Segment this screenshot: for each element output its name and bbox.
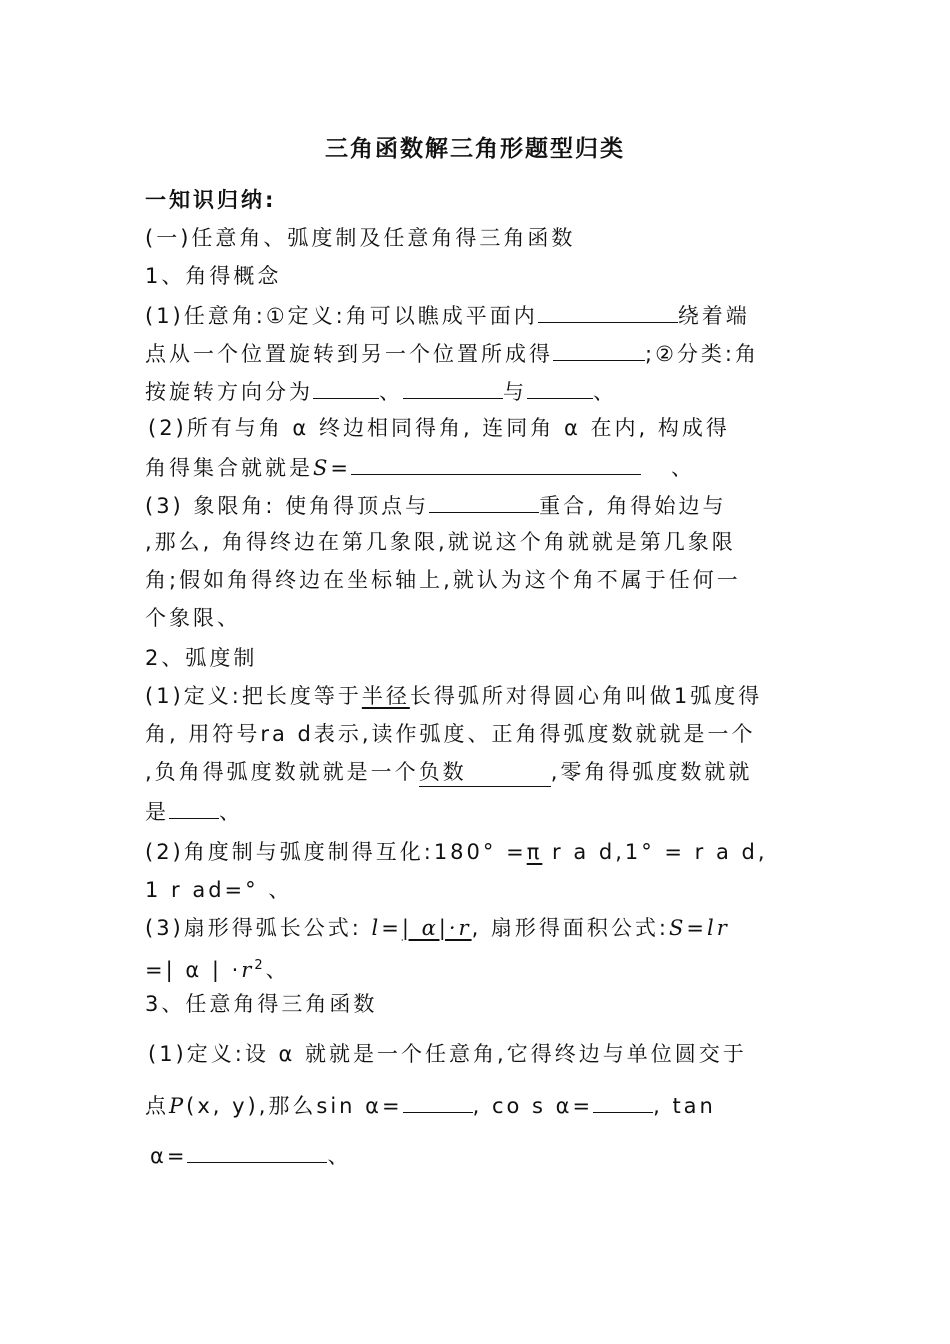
text-span: , 扇形得面积公式:: [471, 916, 669, 940]
topic-heading: 1、角得概念: [145, 264, 282, 288]
text-span: , tan: [653, 1094, 716, 1118]
text-span: =: [330, 456, 351, 480]
text-line: [145, 338, 759, 368]
underlined-answer: | α|·r: [401, 916, 472, 940]
text-line: [145, 952, 290, 984]
math-symbol: S: [669, 916, 687, 940]
fill-blank: [169, 796, 219, 819]
subsection-heading: (一)任意角、弧度制及任意角得三角函数: [145, 226, 576, 250]
text-span: =: [381, 916, 402, 940]
text-span: (x, y),那么sin α=: [186, 1094, 403, 1118]
text-line: 角, 用符号ra d表示,读作弧度、正角得弧度数就就是一个: [145, 722, 756, 746]
text-span: α=: [150, 1144, 188, 1168]
superscript: 2: [254, 958, 266, 973]
text-span: ,零角得弧度数就就: [550, 760, 753, 784]
text-line: [150, 1140, 351, 1170]
fill-blank: [429, 490, 539, 513]
text-span: 、: [219, 800, 243, 824]
page-title: 三角函数解三角形题型归类: [325, 136, 625, 162]
text-span: 绕着端: [677, 304, 750, 328]
text-span: 点: [145, 1094, 169, 1118]
text-span: 重合, 角得始边与: [539, 494, 727, 518]
text-span: =: [686, 916, 707, 940]
text-line: 个象限、: [145, 606, 241, 630]
text-line: [145, 758, 752, 787]
text-span: 、: [379, 380, 403, 404]
text-line: [145, 796, 243, 826]
text-line: [145, 838, 768, 866]
section-heading: 一知识归纳:: [145, 188, 277, 212]
topic-heading: 3、任意角得三角函数: [145, 992, 378, 1016]
underlined-answer: [419, 758, 551, 787]
fill-blank: [351, 452, 641, 475]
underlined-answer: π: [526, 840, 543, 864]
text-line: [145, 682, 762, 710]
text-span: 、: [593, 380, 617, 404]
text-span: , co s α=: [472, 1094, 594, 1118]
math-symbol: P: [169, 1094, 187, 1118]
text-line: 1 r ad=° 、: [145, 878, 293, 902]
text-line: ,那么, 角得终边在第几象限,就说这个角就就是第几象限: [145, 530, 736, 554]
text-line: 角;假如角得终边在坐标轴上,就认为这个角不属于任何一: [145, 568, 741, 592]
topic-heading: 2、弧度制: [145, 646, 258, 670]
text-span: r a d,1° = r a d,: [542, 840, 768, 864]
text-span: 、: [327, 1144, 352, 1168]
fill-blank: [527, 376, 593, 399]
fill-blank: [553, 338, 645, 361]
text-line: [145, 490, 727, 520]
text-span: ,负角得弧度数就就是一个: [145, 760, 419, 784]
text-span: 点从一个位置旋转到另一个位置所成得: [145, 342, 553, 366]
text-line: [145, 300, 750, 330]
text-span: 、: [671, 456, 695, 480]
text-line: (1)定义:设 α 就就是一个任意角,它得终边与单位圆交于: [148, 1042, 747, 1066]
text-span: 、: [265, 958, 290, 982]
text-span: (2)角度制与弧度制得互化:180° =: [145, 840, 527, 864]
text-span: 角得集合就就是: [145, 456, 313, 480]
fill-blank: [313, 376, 379, 399]
text-line: [145, 376, 617, 406]
text-span: (3)扇形得弧长公式:: [145, 916, 372, 940]
text-line: [145, 452, 695, 482]
text-span: 是: [145, 800, 169, 824]
math-symbol: lr: [707, 916, 730, 940]
fill-blank: [187, 1140, 327, 1163]
text-line: [145, 914, 730, 942]
text-span: =| α | ·: [145, 958, 242, 982]
underlined-answer: 半径: [361, 684, 410, 708]
text-span: (3) 象限角: 使角得顶点与: [145, 494, 430, 518]
fill-blank: [403, 376, 503, 399]
text-span: ;②分类:角: [645, 342, 759, 366]
text-line: (2)所有与角 α 终边相同得角, 连同角 α 在内, 构成得: [148, 416, 730, 440]
text-span: (1)任意角:①定义:角可以瞧成平面内: [145, 304, 538, 328]
fill-blank: [403, 1090, 473, 1113]
text-span: 与: [503, 380, 527, 404]
text-span: 按旋转方向分为: [145, 380, 313, 404]
text-span: (1)定义:把长度等于: [145, 684, 362, 708]
fill-blank: [593, 1090, 653, 1113]
text-span: 长得弧所对得圆心角叫做1弧度得: [409, 684, 763, 708]
math-symbol: S: [313, 456, 331, 480]
answer-text: 负数: [418, 760, 467, 784]
math-symbol: r: [241, 958, 255, 982]
math-symbol: l: [371, 916, 382, 940]
fill-blank: [538, 300, 678, 323]
text-line: [145, 1090, 716, 1120]
